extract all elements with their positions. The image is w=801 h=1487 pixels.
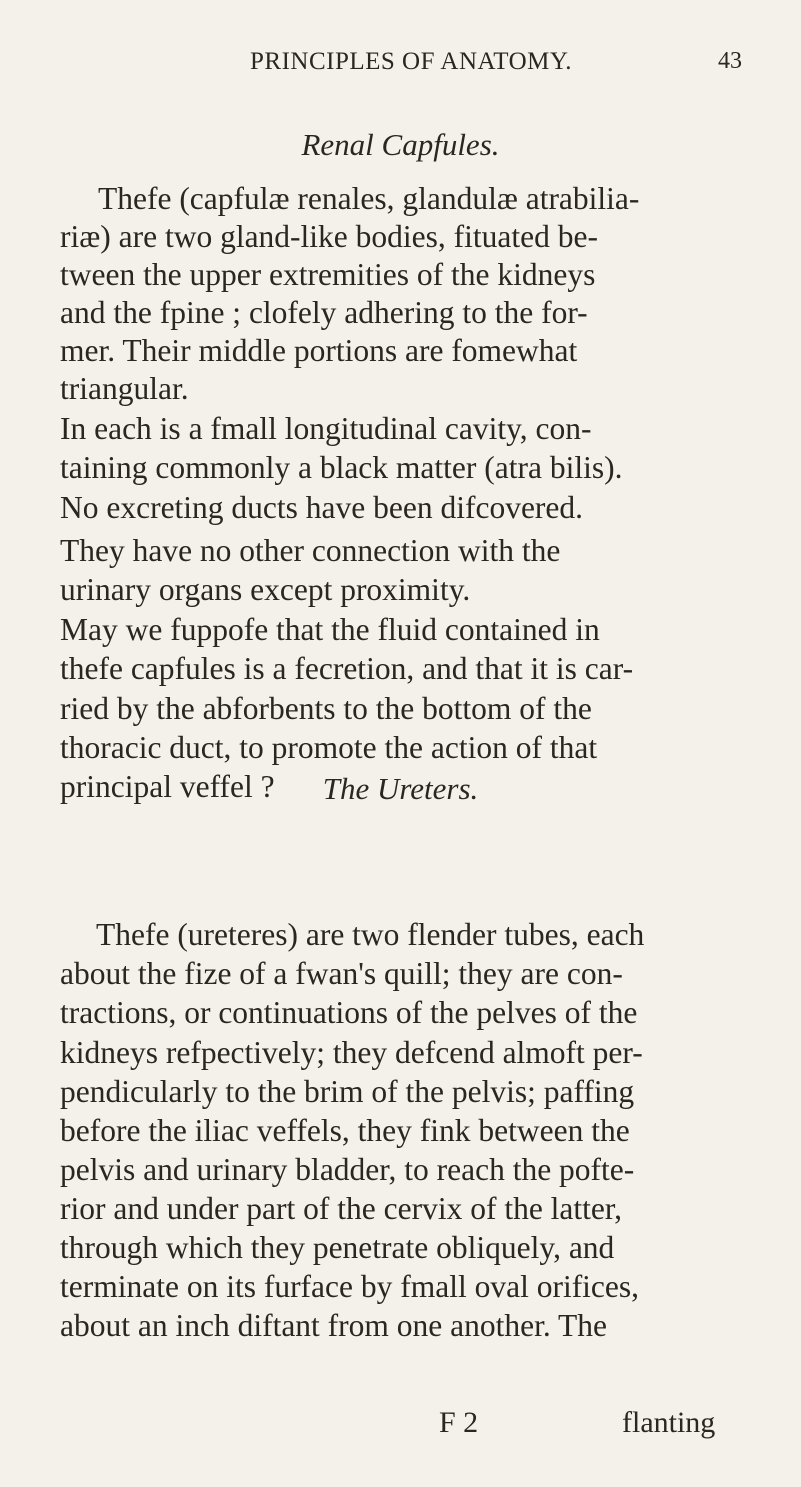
running-title: PRINCIPLES OF ANATOMY. — [250, 48, 572, 75]
text-line: urinary organs except proximity. — [60, 572, 471, 607]
text-line: rior and under part of the cervix of the latter, — [60, 1191, 623, 1226]
signature-mark: F 2 — [439, 1406, 479, 1439]
text-line: before the iliac veffels, they fink between the — [60, 1113, 630, 1148]
text-line: pelvis and urinary bladder, to reach the pofte- — [60, 1152, 635, 1187]
text-line: ried by the abforbents to the bottom of the — [60, 691, 592, 726]
section-heading-ureters: The Ureters. — [322, 771, 479, 806]
text-line: thoracic duct, to promote the action of that — [60, 730, 598, 765]
catchword: flanting — [622, 1406, 716, 1439]
text-line: about the fize of a fwan's quill; they are con- — [60, 956, 623, 991]
text-line: triangular. — [60, 371, 189, 406]
text-line: In each is a fmall longitudinal cavity, con- — [60, 411, 592, 446]
text-line: No excreting ducts have been difcovered. — [60, 490, 584, 525]
text-line: Thefe (capfulæ renales, glandulæ atrabilia- — [98, 181, 640, 216]
text-line: tween the upper extremities of the kidneys — [60, 257, 596, 292]
text-line: May we fuppofe that the fluid contained in — [60, 612, 600, 647]
text-line: thefe capfules is a fecretion, and that it is car- — [60, 651, 634, 686]
text-line: Thefe (ureteres) are two flender tubes, each — [96, 917, 645, 952]
page-header — [0, 48, 801, 82]
text-line: taining commonly a black matter (atra bilis). — [60, 450, 623, 485]
text-line: and the fpine ; clofely adhering to the for- — [60, 295, 588, 330]
section-heading-renal-capsules: Renal Capfules. — [301, 127, 500, 162]
text-line: about an inch diftant from one another. The — [60, 1308, 608, 1343]
page-number: 43 — [718, 48, 742, 74]
text-line: kidneys refpectively; they defcend almoft per- — [60, 1035, 643, 1070]
text-line: riæ) are two gland-like bodies, fituated be- — [60, 219, 598, 254]
text-line: principal veffel ? — [60, 769, 275, 804]
text-line: mer. Their middle portions are fomewhat — [60, 333, 578, 368]
text-line: They have no other connection with the — [60, 533, 561, 568]
text-line: pendicularly to the brim of the pelvis; paffing — [60, 1074, 635, 1109]
text-line: terminate on its furface by fmall oval orifices, — [60, 1269, 640, 1304]
text-line: through which they penetrate obliquely, and — [60, 1230, 615, 1265]
text-line: tractions, or continuations of the pelves of the — [60, 995, 638, 1030]
